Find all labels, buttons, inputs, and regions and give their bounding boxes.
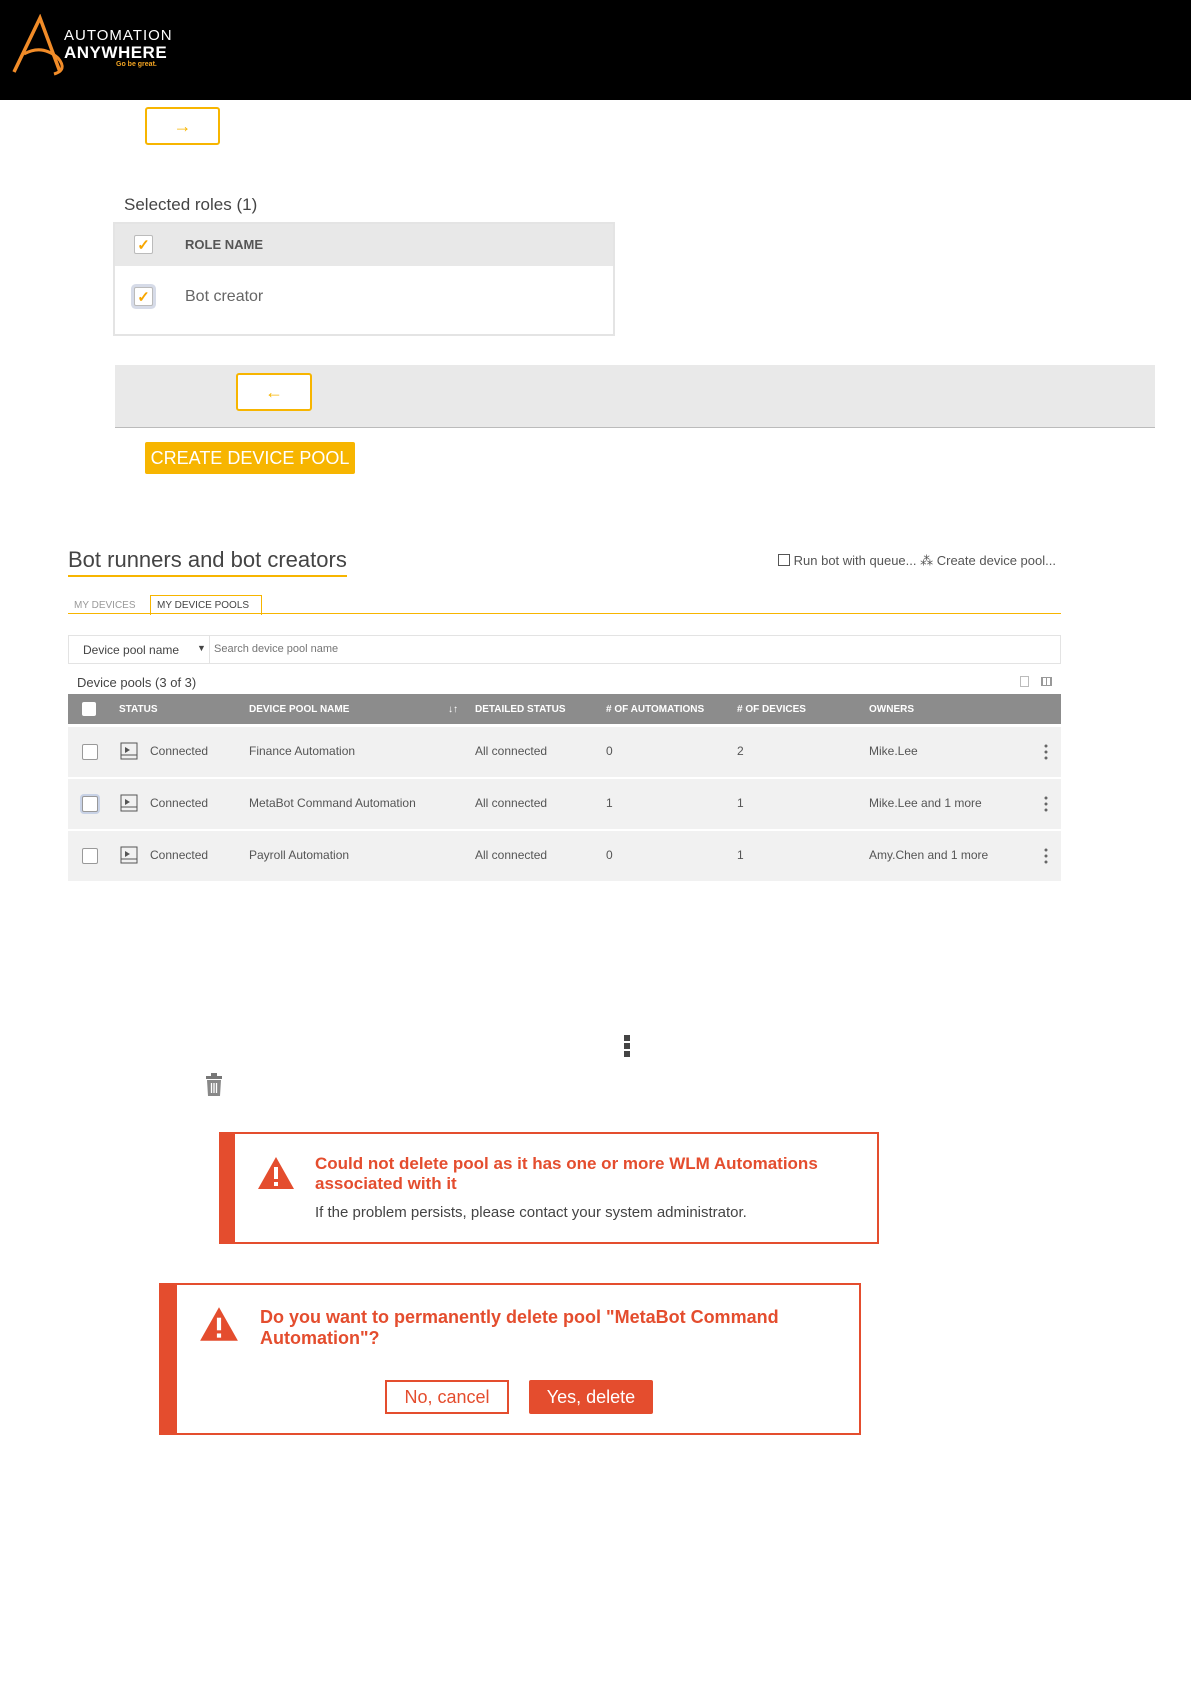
confirm-delete-dialog — [159, 1283, 861, 1435]
device-pools-count: Device pools (3 of 3) — [77, 675, 197, 690]
owners: Mike.Lee and 1 more — [869, 796, 982, 810]
roles-action-bar — [115, 365, 1155, 428]
devices-count: 1 — [737, 848, 744, 862]
search-input[interactable] — [212, 638, 1052, 660]
brand-line2: ANYWHERE — [64, 43, 168, 62]
arrow-right-icon: → — [173, 115, 192, 136]
app-header — [0, 0, 1191, 100]
warning-icon — [256, 1155, 296, 1191]
automations-count: 0 — [606, 848, 613, 862]
tab-my-devices[interactable]: MY DEVICES — [74, 599, 136, 611]
devices-count: 2 — [737, 744, 744, 758]
select-all-checkbox[interactable] — [82, 702, 96, 716]
row-checkbox[interactable] — [82, 744, 98, 760]
automations-count: 1 — [606, 796, 613, 810]
trash-icon[interactable] — [204, 1073, 224, 1097]
table-row[interactable] — [68, 727, 1061, 777]
dialog-accent-bar — [221, 1134, 235, 1242]
select-all-roles-checkbox[interactable]: ✓ — [134, 235, 153, 254]
detailed-status: All connected — [475, 848, 548, 862]
run-bot-icon — [778, 554, 790, 566]
automations-count: 0 — [606, 744, 613, 758]
delete-button[interactable]: Yes, delete — [529, 1380, 653, 1414]
role-name-cell: Bot creator — [185, 288, 264, 305]
dialog-accent-bar — [161, 1285, 177, 1433]
filter-select-value: Device pool name — [83, 643, 180, 657]
tab-my-device-pools[interactable]: MY DEVICE POOLS — [150, 595, 262, 615]
detailed-status: All connected — [475, 796, 548, 810]
row-checkbox[interactable] — [82, 848, 98, 864]
kebab-menu-icon[interactable] — [1044, 847, 1048, 865]
pool-name[interactable]: Payroll Automation — [249, 848, 350, 862]
create-device-pool-link[interactable]: Create device pool... — [936, 553, 1056, 568]
cancel-button[interactable]: No, cancel — [385, 1380, 509, 1414]
filter-select[interactable] — [69, 636, 210, 663]
brand-tagline: Go be great. — [116, 61, 157, 68]
magic-wand-icon: ⁂ — [920, 553, 934, 568]
error-subtext: If the problem persists, please contact your system administrator. — [315, 1204, 747, 1221]
pool-name[interactable]: MetaBot Command Automation — [249, 796, 416, 810]
arrow-left-icon: ← — [265, 381, 283, 402]
delete-icon[interactable] — [1020, 676, 1029, 687]
kebab-menu-icon[interactable] — [1044, 795, 1048, 813]
col-automations[interactable]: # OF AUTOMATIONS — [606, 704, 705, 715]
section-actions — [778, 553, 1056, 569]
selected-roles-title: Selected roles (1) — [124, 195, 258, 214]
kebab-menu-icon[interactable] — [624, 1034, 630, 1058]
kebab-menu-icon[interactable] — [1044, 743, 1048, 761]
detailed-status: All connected — [475, 744, 548, 758]
columns-icon[interactable] — [1041, 677, 1052, 686]
col-status[interactable]: STATUS — [119, 704, 158, 715]
chevron-down-icon: ▼ — [197, 643, 206, 653]
error-title-line1: Could not delete pool as it has one or more WLM Automations — [315, 1154, 818, 1173]
device-pool-icon — [120, 846, 138, 864]
tab-underline — [68, 613, 1061, 614]
sort-icon[interactable]: ↓↑ — [448, 704, 458, 715]
brand-line1: AUTOMATION — [64, 27, 173, 44]
pool-name[interactable]: Finance Automation — [249, 744, 356, 758]
automation-anywhere-logo-icon — [10, 14, 70, 76]
col-device-pool-name[interactable]: DEVICE POOL NAME — [249, 704, 350, 715]
error-dialog — [219, 1132, 879, 1244]
section-title: Bot runners and bot creators — [68, 547, 347, 577]
create-device-pool-button[interactable]: CREATE DEVICE POOL — [145, 442, 355, 474]
device-pool-icon — [120, 742, 138, 760]
device-pools-table-header — [68, 694, 1061, 724]
col-detailed-status[interactable]: DETAILED STATUS — [475, 704, 566, 715]
devices-count: 1 — [737, 796, 744, 810]
error-title-line2: associated with it — [315, 1174, 457, 1193]
status-text: Connected — [150, 796, 209, 810]
status-text: Connected — [150, 848, 209, 862]
selected-roles-table — [113, 222, 615, 336]
move-right-button[interactable] — [145, 107, 220, 145]
roles-table-header — [115, 224, 613, 266]
owners: Amy.Chen and 1 more — [869, 848, 989, 862]
status-text: Connected — [150, 744, 209, 758]
col-devices[interactable]: # OF DEVICES — [737, 704, 806, 715]
table-row[interactable] — [68, 779, 1061, 829]
confirm-title-line2: Automation"? — [260, 1328, 380, 1348]
owners: Mike.Lee — [869, 744, 918, 758]
table-row[interactable] — [68, 831, 1061, 881]
move-left-button[interactable] — [236, 373, 312, 411]
role-row-checkbox[interactable]: ✓ — [134, 287, 153, 306]
col-owners[interactable]: OWNERS — [869, 704, 914, 715]
role-name-column-header: ROLE NAME — [185, 237, 263, 252]
warning-icon — [198, 1305, 240, 1343]
device-pool-icon — [120, 794, 138, 812]
search-bar — [68, 635, 1061, 664]
confirm-title-line1: Do you want to permanently delete pool "MetaBot Command — [260, 1307, 779, 1327]
row-checkbox[interactable] — [82, 796, 98, 812]
run-bot-with-queue-link[interactable]: Run bot with queue... — [793, 553, 917, 568]
